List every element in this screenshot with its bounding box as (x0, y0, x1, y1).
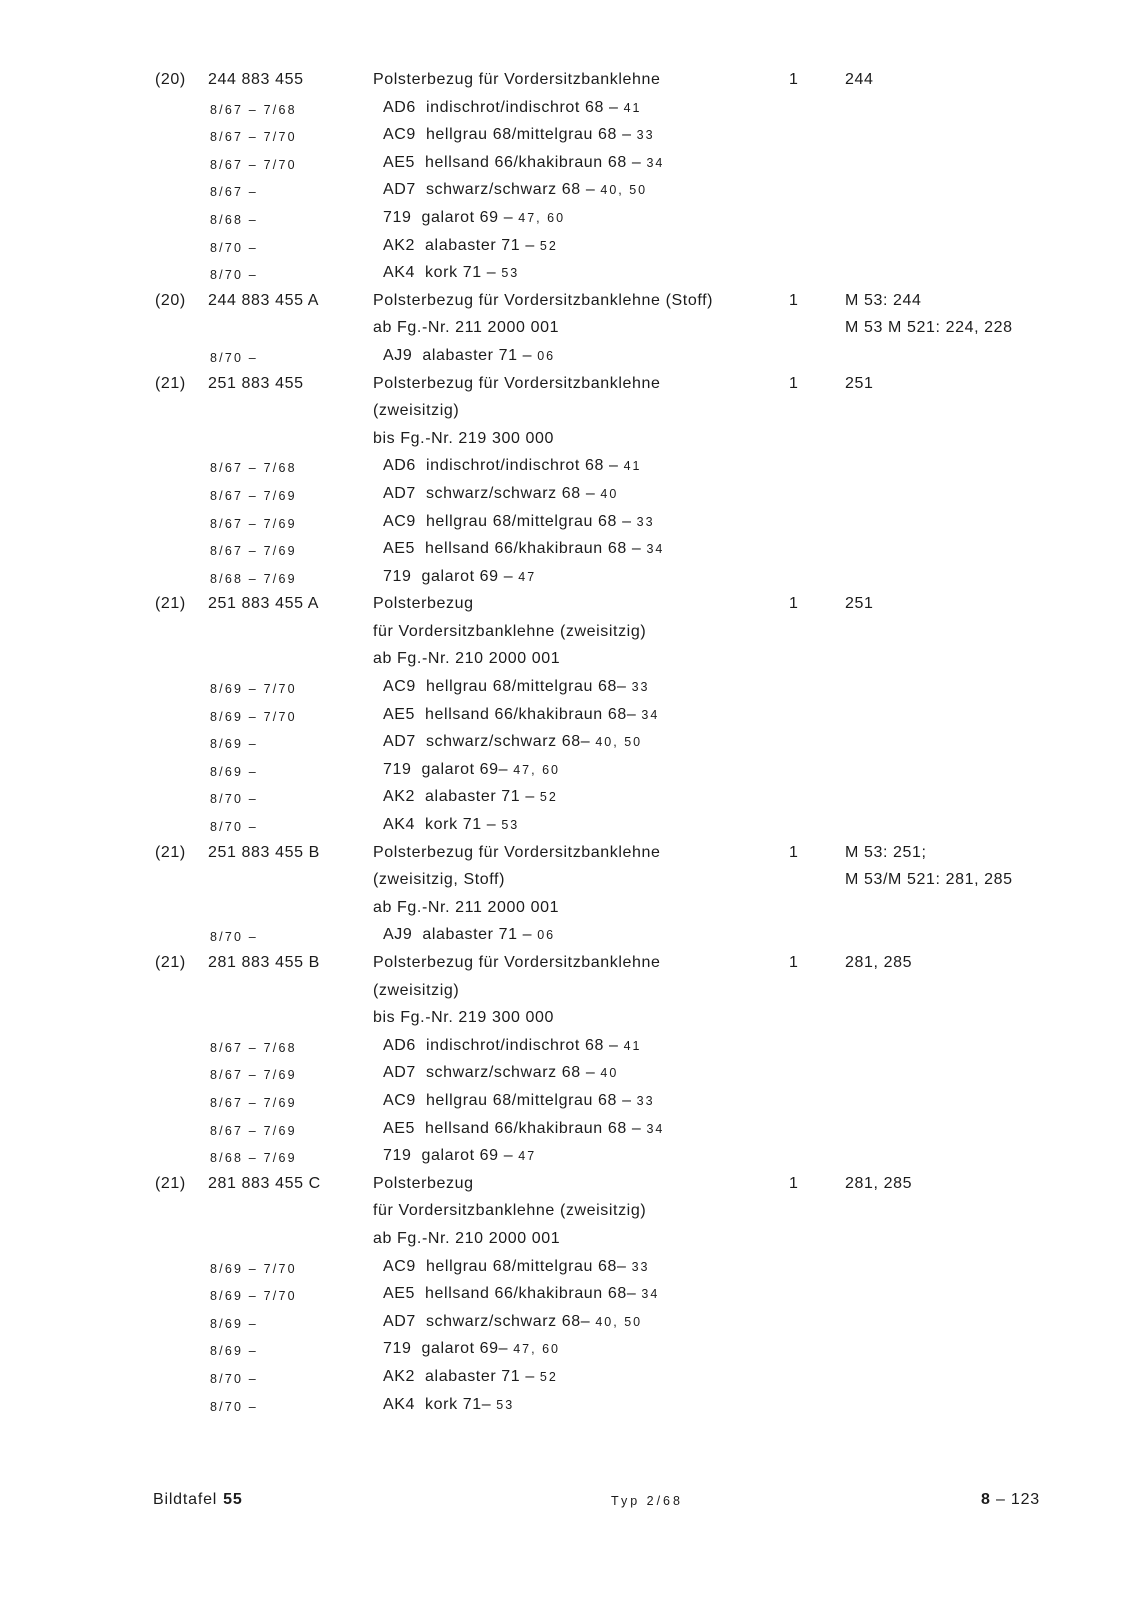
color-code: AC9 (383, 512, 416, 530)
color-name: alabaster 71 – (422, 926, 533, 944)
plate-label: Bildtafel (153, 1491, 218, 1508)
quantity: 1 (789, 595, 799, 613)
color-code: 719 (383, 567, 412, 585)
validity-date: 8/67 – 7/69 (210, 1068, 297, 1083)
color-variant (383, 1120, 664, 1138)
color-variant (383, 1037, 641, 1055)
validity-date: 8/67 – 7/69 (210, 1123, 297, 1138)
color-code: AD7 (383, 1064, 416, 1082)
color-code: AE5 (383, 705, 416, 723)
quantity: 1 (789, 1174, 799, 1192)
validity-date: 8/67 – 7/69 (210, 1095, 297, 1110)
part-number: 251 883 455 (208, 374, 304, 392)
model-applicability: 281, 285 (845, 1174, 913, 1192)
color-variant-row (0, 482, 1142, 510)
validity-date: 8/69 – 7/70 (210, 682, 297, 697)
part-row (0, 68, 1142, 96)
part-row-continuation (0, 620, 1142, 648)
color-variant (383, 706, 659, 724)
part-description: Polsterbezug für Vordersitzbanklehne (373, 374, 661, 392)
color-name: hellsand 66/khakibraun 68– (425, 705, 637, 723)
color-variant-row (0, 1061, 1142, 1089)
color-reference: 41 (623, 100, 642, 115)
color-code: AK4 (383, 1395, 416, 1413)
color-name: galarot 69– (421, 1340, 509, 1358)
color-name: hellgrau 68/mittelgrau 68 – (425, 126, 632, 144)
validity-date: 8/67 – 7/70 (210, 157, 297, 172)
color-reference: 06 (537, 348, 556, 363)
color-name: indischrot/indischrot 68 – (425, 457, 619, 475)
color-name: kork 71 – (425, 264, 497, 282)
color-code: AC9 (383, 126, 416, 144)
color-code: AJ9 (383, 926, 413, 944)
part-row-continuation (0, 1227, 1142, 1255)
color-variant-row (0, 785, 1142, 813)
part-description: (zweisitzig, Stoff) (373, 871, 506, 889)
color-code: AD7 (383, 1312, 416, 1330)
color-variant-row (0, 703, 1142, 731)
color-variant (383, 733, 642, 751)
part-number: 281 883 455 B (208, 954, 320, 971)
part-row-continuation (0, 427, 1142, 455)
model-applicability: 244 (845, 71, 874, 88)
part-description: Polsterbezug für Vordersitzbanklehne (Stoff) (373, 291, 714, 309)
color-variant (383, 485, 618, 503)
model-applicability: M 53: 251; (845, 843, 927, 861)
color-variant (383, 761, 560, 779)
color-code: AD6 (383, 457, 416, 475)
part-row (0, 841, 1142, 869)
color-code: 719 (383, 1147, 412, 1165)
part-row (0, 1172, 1142, 1200)
part-row-continuation (0, 647, 1142, 675)
page-number (975, 1491, 1040, 1509)
color-variant (383, 1285, 659, 1303)
part-description: ab Fg.-Nr. 211 2000 001 (373, 319, 560, 337)
validity-date: 8/67 – 7/70 (210, 130, 297, 145)
color-reference: 41 (623, 459, 642, 474)
color-variant (383, 1313, 642, 1331)
color-variant-row (0, 454, 1142, 482)
part-row-continuation (0, 1006, 1142, 1034)
color-code: AC9 (383, 1091, 416, 1109)
color-reference: 47, 60 (513, 1342, 560, 1357)
color-variant (383, 99, 641, 117)
color-variant (383, 457, 641, 475)
quantity: 1 (789, 71, 799, 88)
validity-date: 8/69 – (210, 1316, 258, 1331)
color-variant-row (0, 206, 1142, 234)
color-variant (383, 513, 655, 531)
validity-date: 8/70 – (210, 268, 258, 283)
color-variant (383, 788, 558, 806)
model-applicability: M 53/M 521: 281, 285 (845, 871, 1013, 889)
color-code: AC9 (383, 678, 416, 696)
figure-index: (21) (155, 954, 186, 971)
color-variant (383, 1092, 655, 1110)
color-variant-row (0, 1282, 1142, 1310)
validity-date: 8/67 – 7/69 (210, 516, 297, 531)
color-name: alabaster 71 – (425, 236, 535, 254)
plate-reference (153, 1491, 243, 1509)
color-name: galarot 69 – (421, 1147, 514, 1165)
color-name: schwarz/schwarz 68– (425, 733, 591, 751)
validity-date: 8/67 – 7/69 (210, 544, 297, 559)
part-description: ab Fg.-Nr. 211 2000 001 (373, 898, 560, 916)
color-code: AD7 (383, 733, 416, 751)
color-variant-row (0, 730, 1142, 758)
color-variant (383, 1340, 560, 1358)
validity-date: 8/67 – 7/68 (210, 102, 297, 117)
validity-date: 8/69 – (210, 737, 258, 752)
color-reference: 52 (539, 238, 558, 253)
color-variant-row (0, 537, 1142, 565)
part-description: für Vordersitzbanklehne (zweisitzig) (373, 1202, 647, 1220)
color-reference: 40, 50 (600, 183, 648, 198)
color-code: AK4 (383, 816, 416, 834)
color-name: schwarz/schwarz 68 – (425, 1064, 596, 1082)
type-label: Typ 2/68 (611, 1494, 683, 1508)
color-name: alabaster 71 – (425, 1367, 535, 1385)
color-name: alabaster 71 – (425, 788, 535, 806)
color-code: AD7 (383, 484, 416, 502)
color-reference: 52 (539, 1369, 558, 1384)
color-variant (383, 264, 519, 282)
color-name: hellgrau 68/mittelgrau 68– (425, 1257, 627, 1275)
validity-date: 8/69 – 7/70 (210, 1261, 297, 1276)
color-reference: 33 (636, 514, 655, 529)
part-description: Polsterbezug für Vordersitzbanklehne (373, 843, 661, 861)
validity-date: 8/67 – 7/69 (210, 488, 297, 503)
color-name: hellgrau 68/mittelgrau 68 – (425, 1091, 632, 1109)
section-number: 8 (981, 1491, 991, 1508)
color-reference: 47, 60 (513, 762, 560, 777)
validity-date: 8/70 – (210, 820, 258, 835)
color-variant (383, 181, 647, 199)
color-variant (383, 816, 519, 834)
model-applicability: 251 (845, 374, 874, 392)
color-variant (383, 1258, 650, 1276)
validity-date: 8/69 – 7/70 (210, 1289, 297, 1304)
color-reference: 34 (646, 155, 665, 170)
model-applicability: M 53: 244 (845, 291, 922, 309)
color-reference: 33 (631, 1259, 650, 1274)
quantity: 1 (789, 374, 799, 392)
color-variant (383, 126, 655, 144)
color-name: hellsand 66/khakibraun 68– (425, 1285, 637, 1303)
quantity: 1 (789, 843, 799, 861)
figure-index: (20) (155, 291, 186, 309)
part-description: bis Fg.-Nr. 219 300 000 (373, 1009, 555, 1027)
color-code: 719 (383, 1340, 412, 1358)
color-name: hellsand 66/khakibraun 68 – (425, 153, 642, 171)
color-code: AC9 (383, 1257, 416, 1275)
color-variant-row (0, 1310, 1142, 1338)
color-code: AJ9 (383, 346, 413, 364)
color-variant-row (0, 151, 1142, 179)
part-row (0, 372, 1142, 400)
part-row-continuation (0, 868, 1142, 896)
color-reference: 34 (646, 1121, 665, 1136)
color-reference: 33 (636, 1093, 655, 1108)
part-number: 281 883 455 C (208, 1174, 321, 1192)
color-code: AD7 (383, 181, 416, 199)
part-row-continuation (0, 399, 1142, 427)
part-number: 251 883 455 B (208, 843, 320, 861)
validity-date: 8/70 – (210, 240, 258, 255)
model-applicability: 281, 285 (845, 954, 913, 971)
color-reference: 52 (539, 790, 558, 805)
part-number: 244 883 455 A (208, 291, 320, 309)
color-variant-row (0, 261, 1142, 289)
color-variant-row (0, 234, 1142, 262)
color-variant (383, 347, 555, 365)
color-code: AE5 (383, 540, 416, 558)
part-row (0, 289, 1142, 317)
color-code: AD6 (383, 1036, 416, 1054)
color-variant (383, 540, 664, 558)
color-name: hellgrau 68/mittelgrau 68– (425, 678, 627, 696)
color-variant (383, 1368, 558, 1386)
validity-date: 8/68 – 7/69 (210, 571, 297, 586)
color-reference: 40, 50 (595, 1314, 643, 1329)
color-variant-row (0, 1393, 1142, 1421)
part-row-continuation (0, 896, 1142, 924)
color-name: kork 71– (425, 1395, 492, 1413)
validity-date: 8/67 – 7/68 (210, 461, 297, 476)
validity-date: 8/70 – (210, 350, 258, 365)
color-variant (383, 1396, 514, 1414)
color-name: indischrot/indischrot 68 – (425, 98, 619, 116)
color-variant-row (0, 510, 1142, 538)
color-variant-row (0, 1144, 1142, 1172)
color-variant-row (0, 1337, 1142, 1365)
color-variant (383, 568, 536, 586)
color-variant-row (0, 1034, 1142, 1062)
color-code: 719 (383, 760, 412, 778)
color-code: AK4 (383, 264, 416, 282)
part-description: ab Fg.-Nr. 210 2000 001 (373, 1229, 561, 1247)
validity-date: 8/68 – 7/69 (210, 1151, 297, 1166)
color-variant (383, 237, 558, 255)
color-name: galarot 69 – (421, 567, 514, 585)
color-variant-row (0, 96, 1142, 124)
color-variant-row (0, 565, 1142, 593)
validity-date: 8/69 – (210, 1344, 258, 1359)
color-reference: 47 (518, 1149, 537, 1164)
color-name: schwarz/schwarz 68 – (425, 181, 596, 199)
color-variant (383, 678, 650, 696)
part-row (0, 592, 1142, 620)
part-description: Polsterbezug für Vordersitzbanklehne (373, 71, 661, 88)
model-applicability: M 53 M 521: 224, 228 (845, 319, 1013, 337)
color-reference: 34 (646, 542, 665, 557)
validity-date: 8/67 – 7/68 (210, 1040, 297, 1055)
color-name: hellsand 66/khakibraun 68 – (425, 540, 642, 558)
color-name: hellgrau 68/mittelgrau 68 – (425, 512, 632, 530)
color-reference: 47, 60 (518, 210, 566, 225)
validity-date: 8/70 – (210, 1399, 258, 1414)
color-code: AK2 (383, 788, 416, 806)
color-variant-row (0, 1365, 1142, 1393)
page-suffix: – 123 (995, 1491, 1040, 1508)
validity-date: 8/70 – (210, 930, 258, 945)
color-variant-row (0, 123, 1142, 151)
color-variant-row (0, 923, 1142, 951)
part-description: für Vordersitzbanklehne (zweisitzig) (373, 622, 647, 640)
quantity: 1 (789, 291, 799, 309)
color-name: galarot 69 – (421, 208, 514, 226)
color-variant (383, 154, 664, 172)
color-name: galarot 69– (421, 760, 509, 778)
color-code: AD6 (383, 98, 416, 116)
figure-index: (21) (155, 843, 186, 861)
color-variant-row (0, 758, 1142, 786)
model-applicability: 251 (845, 595, 874, 613)
color-code: AE5 (383, 153, 416, 171)
color-reference: 40 (600, 1066, 619, 1081)
color-variant-row (0, 178, 1142, 206)
color-name: kork 71 – (425, 816, 497, 834)
color-name: schwarz/schwarz 68 – (425, 484, 596, 502)
color-code: AK2 (383, 236, 416, 254)
figure-index: (21) (155, 374, 186, 392)
color-variant (383, 1064, 618, 1082)
validity-date: 8/69 – (210, 764, 258, 779)
part-row-continuation (0, 979, 1142, 1007)
validity-date: 8/68 – (210, 212, 258, 227)
part-description: ab Fg.-Nr. 210 2000 001 (373, 650, 561, 668)
color-variant-row (0, 1117, 1142, 1145)
color-reference: 53 (501, 818, 520, 833)
color-reference: 40 (600, 486, 619, 501)
part-description: Polsterbezug (373, 1174, 474, 1192)
validity-date: 8/70 – (210, 1371, 258, 1386)
color-reference: 47 (518, 569, 537, 584)
color-code: AE5 (383, 1119, 416, 1137)
color-reference: 06 (537, 928, 556, 943)
color-reference: 53 (501, 266, 520, 281)
color-code: AK2 (383, 1367, 416, 1385)
color-name: indischrot/indischrot 68 – (425, 1036, 619, 1054)
color-variant (383, 1147, 536, 1165)
color-name: alabaster 71 – (422, 346, 533, 364)
validity-date: 8/69 – 7/70 (210, 709, 297, 724)
validity-date: 8/67 – (210, 185, 258, 200)
color-variant-row (0, 1255, 1142, 1283)
part-description: (zweisitzig) (373, 981, 460, 999)
color-reference: 34 (641, 1287, 660, 1302)
color-reference: 41 (623, 1038, 642, 1053)
color-variant-row (0, 675, 1142, 703)
figure-index: (20) (155, 71, 186, 88)
part-description: Polsterbezug für Vordersitzbanklehne (373, 954, 661, 971)
color-variant (383, 926, 555, 944)
color-reference: 53 (496, 1397, 515, 1412)
color-name: hellsand 66/khakibraun 68 – (425, 1119, 642, 1137)
color-reference: 34 (641, 707, 660, 722)
part-row-continuation (0, 1199, 1142, 1227)
part-description: Polsterbezug (373, 595, 474, 613)
part-description: (zweisitzig) (373, 402, 460, 420)
validity-date: 8/70 – (210, 792, 258, 807)
color-variant (383, 209, 565, 227)
color-variant-row (0, 344, 1142, 372)
quantity: 1 (789, 954, 799, 971)
part-row (0, 951, 1142, 979)
color-reference: 40, 50 (595, 735, 643, 750)
color-variant-row (0, 813, 1142, 841)
part-description: bis Fg.-Nr. 219 300 000 (373, 429, 555, 447)
figure-index: (21) (155, 1174, 186, 1192)
color-code: AE5 (383, 1285, 416, 1303)
figure-index: (21) (155, 595, 186, 613)
color-reference: 33 (631, 680, 650, 695)
color-reference: 33 (636, 128, 655, 143)
part-number: 251 883 455 A (208, 595, 320, 613)
part-row-continuation (0, 316, 1142, 344)
color-code: 719 (383, 208, 412, 226)
part-number: 244 883 455 (208, 71, 304, 88)
color-variant-row (0, 1089, 1142, 1117)
color-name: schwarz/schwarz 68– (425, 1312, 591, 1330)
plate-number: 55 (223, 1491, 243, 1508)
